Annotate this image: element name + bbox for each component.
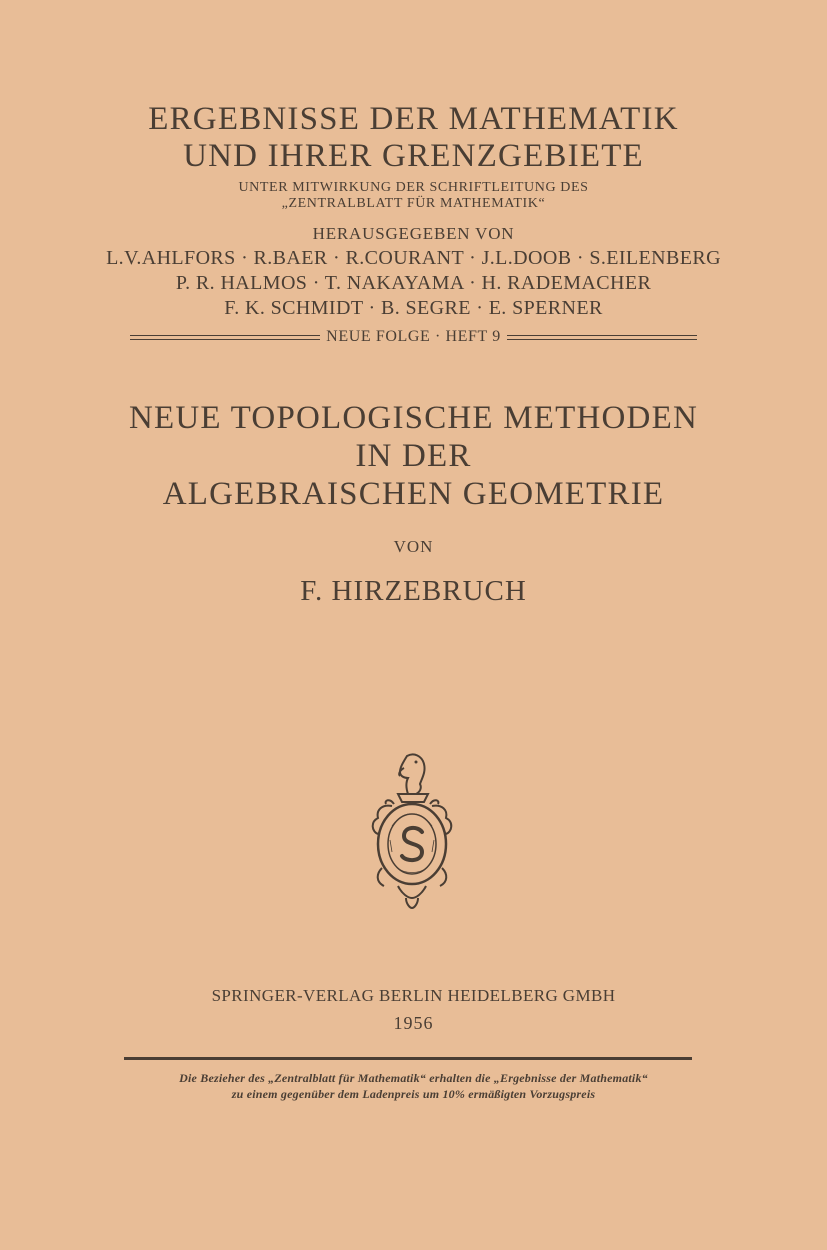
editors-heading: HERAUSGEGEBEN VON — [312, 224, 515, 243]
right-double-rule — [507, 335, 697, 340]
left-double-rule — [130, 335, 320, 340]
issue-rule-row — [130, 327, 697, 347]
by-label: VON — [393, 537, 434, 556]
cooperation-line2: „ZENTRALBLATT FÜR MATHEMATIK“ — [281, 196, 546, 211]
cooperation-line1: UNTER MITWIRKUNG DER SCHRIFTLEITUNG DES — [238, 180, 589, 195]
footnote-line1: Die Bezieher des „Zentralblatt für Mathematik“ erhalten die „Ergebnisse der Mathematik“ — [179, 1071, 648, 1085]
book-title-line3: ALGEBRAISCHEN GEOMETRIE — [162, 476, 665, 512]
footnote-rule — [124, 1057, 692, 1060]
editors-line1: L.V.AHLFORS · R.BAER · R.COURANT · J.L.DOOB · S.EILENBERG — [106, 247, 721, 269]
publisher-name: SPRINGER-VERLAG BERLIN HEIDELBERG GMBH — [211, 986, 616, 1005]
series-title-line1: ERGEBNISSE DER MATHEMATIK — [148, 101, 679, 137]
editors-line2: P. R. HALMOS · T. NAKAYAMA · H. RADEMACHER — [175, 272, 652, 294]
book-title-line1: NEUE TOPOLOGISCHE METHODEN — [129, 400, 698, 436]
book-title-line2: IN DER — [355, 438, 472, 474]
editors-line3: F. K. SCHMIDT · B. SEGRE · E. SPERNER — [224, 297, 603, 319]
footnote-line2: zu einem gegenüber dem Ladenpreis um 10% ermäßigten Vorzugspreis — [231, 1087, 596, 1101]
series-title-line2: UND IHRER GRENZGEBIETE — [183, 138, 644, 174]
issue-label: NEUE FOLGE · HEFT 9 — [326, 328, 501, 345]
author-name: F. HIRZEBRUCH — [300, 575, 527, 607]
publication-year: 1956 — [393, 1013, 434, 1033]
springer-horse-emblem-icon — [362, 748, 462, 910]
